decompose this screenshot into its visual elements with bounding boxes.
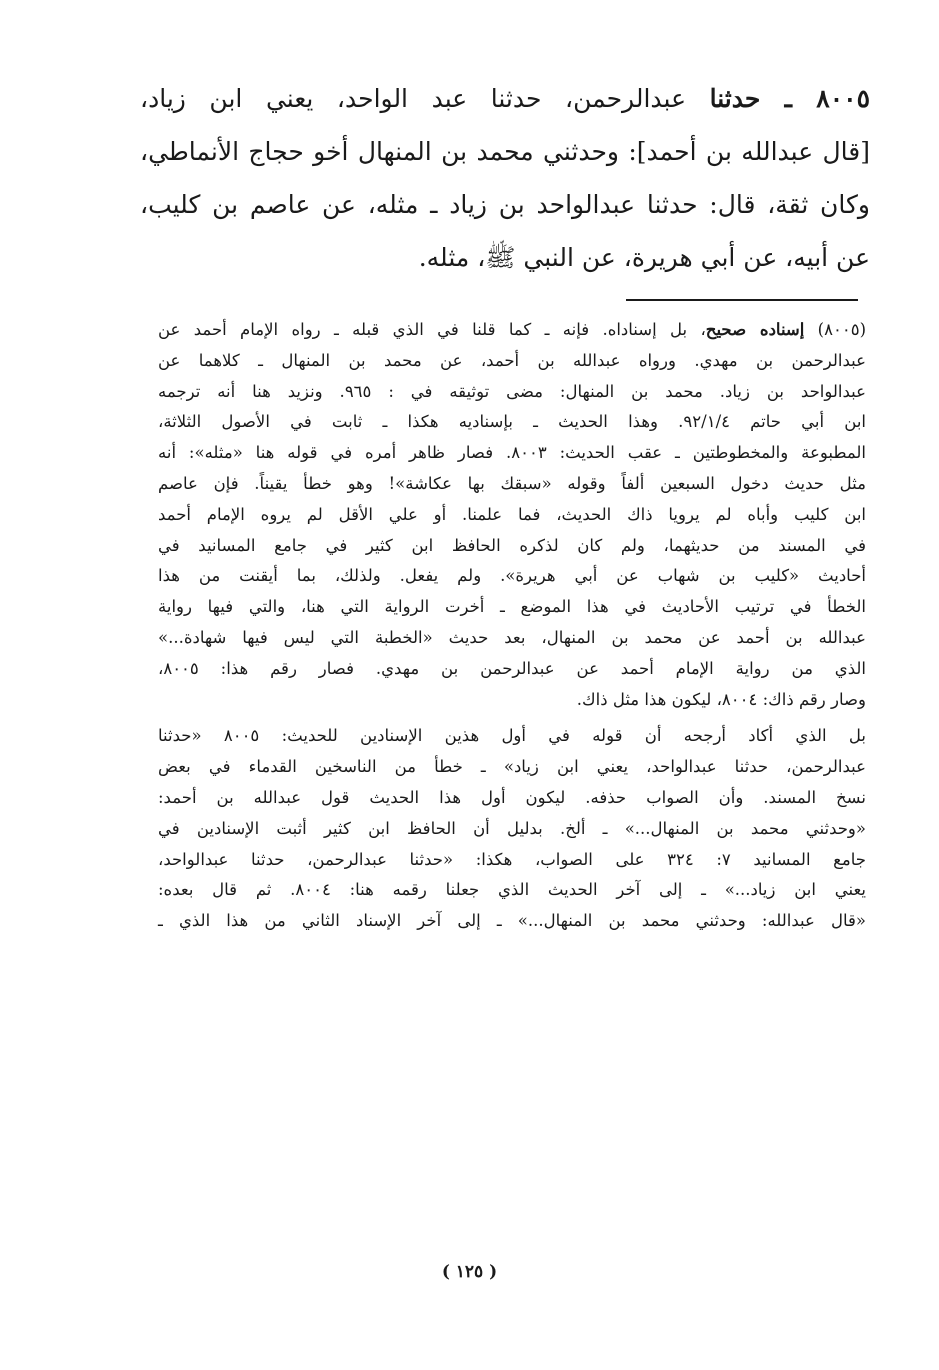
footnote-line: عبدالرحمن بن مهدي. ورواه عبدالله بن أحمد، عن محمد بن المنهال ـ كلاهما عن: [158, 350, 866, 370]
hadith-line-2: [140, 125, 870, 178]
footnotes: [158, 315, 866, 937]
hadith-line-4: [140, 231, 870, 284]
footnote-line: ابن كليب وأباه لم يرويا ذاك الحديث، فما علمنا. أو علي الأقل لم يروه الإمام أحمد: [158, 504, 866, 524]
hadith-line-text: عبدالرحمن، حدثنا عبد الواحد، يعني ابن زياد،: [140, 84, 710, 113]
page-number: ( ١٢٥ ): [441, 1262, 498, 1282]
hadith-line-text: وكان ثقة، قال: حدثنا عبدالواحد بن زياد ـ مثله، عن عاصم بن كليب،: [140, 190, 870, 219]
footnote-line: وصار رقم ذاك: ٨٠٠٤، ليكون هذا مثل ذاك.: [576, 689, 866, 709]
footnote-text: ، بل إسناداه. فإنه ـ كما قلنا في الذي قبله ـ رواه الإمام أحمد عن: [158, 320, 706, 339]
footnote-line: بل الذي أكاد أرجحه أن قوله في أول هذين الإسنادين للحديث: ٨٠٠٥ «حدثنا: [158, 726, 866, 746]
footnote-line: أحاديث «كليب بن شهاب عن أبي هريرة». ولم يفعل. ولذلك، بما أيقنت من هذا: [158, 566, 866, 586]
hadith-number: ٨٠٠٥ ـ حدثنا: [709, 84, 870, 113]
footnote-line: في المسند من حديثهما، ولم كان لذكره الحافظ ابن كثير في جامع المسانيد في: [158, 535, 866, 555]
footnote-line: جامع المسانيد ٧: ٣٢٤ على الصواب، هكذا: «حدثنا عبدالرحمن، حدثنا عبدالواحد،: [158, 849, 866, 869]
footnote-line: عبدالله بن أحمد عن محمد بن المنهال، بعد حديث «الخطبة التي ليس فيها شهادة...»: [158, 627, 866, 647]
hadith-line-text: [قال عبدالله بن أحمد]: وحدثني محمد بن المنهال أخو حجاج الأنماطي،: [140, 137, 870, 166]
footnote-line: الذي من رواية الإمام أحمد عن عبدالرحمن بن مهدي. فصار رقم هذا: ٨٠٠٥،: [158, 658, 866, 678]
footnote-line: «قال عبدالله: وحدثني محمد بن المنهال...» ـ إلى آخر الإسناد الثاني من هذا الذي ـ: [158, 911, 866, 931]
footnote-line: الخطأ في ترتيب الأحاديث في هذا الموضع ـ أخرت الرواية التي هنا، والتي فيها رواية: [158, 597, 866, 617]
footnote-number: (٨٠٠٥): [804, 320, 867, 339]
footnote-line: عبدالواحد بن زياد. محمد بن المنهال: مضى توثيقه في : ٩٦٥. ونزيد هنا أنه ترجمه: [158, 381, 867, 401]
footnote-line: المطبوعة والمخطوطتين ـ عقب الحديث: ٨٠٠٣. فصار ظاهر أمره في قوله هنا «مثله»: أنه: [158, 443, 867, 463]
hadith-line-text: عن أبيه، عن أبي هريرة، عن النبي ﷺ، مثله.: [418, 243, 870, 272]
footnote-line: نسخ المسند. وأن الصواب حذفه. ليكون أول هذا الحديث قول عبدالله بن أحمد:: [158, 787, 866, 807]
hadith-line-3: [140, 178, 870, 231]
footnote-line: مثل حديث دخول السبعين ألفاً وقوله «سبقك بها عكاشة»! وهو خطأ يقيناً. فإن عاصم: [158, 473, 866, 493]
footnote-line: يعني ابن زياد...» ـ إلى آخر الحديث الذي جعلنا رقمه هنا: ٨٠٠٤. ثم قال بعده:: [158, 880, 866, 900]
footnote-line: [158, 315, 866, 346]
footnote-separator: [626, 299, 858, 301]
footnote-line: ابن أبي حاتم ٩٢/١/٤. وهذا الحديث ـ بإسناديه هكذا ـ ثابت في الأصول الثلاثة،: [158, 412, 867, 432]
footnote-line: «وحدثني محمد بن المنهال...» ـ ألخ. بدليل أن الحافظ ابن كثير أثبت الإسنادين في: [158, 818, 866, 838]
hadith-line-1: [140, 72, 870, 125]
footnote-line: عبدالرحمن، حدثنا عبدالواحد، يعني ابن زياد» ـ خطأ من الناسخين القدماء في بعض: [158, 757, 866, 777]
hadith-text: [140, 72, 870, 284]
footnote-grade: إسناده صحيح: [705, 320, 805, 339]
